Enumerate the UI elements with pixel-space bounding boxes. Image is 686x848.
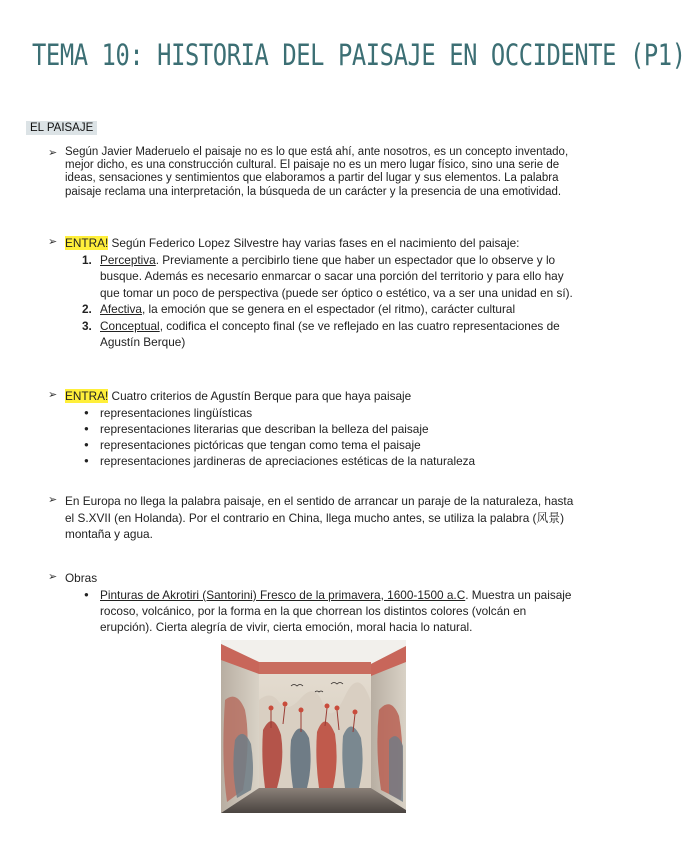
paragraph-maderuelo — [48, 146, 578, 199]
paragraph-text: Según Javier Maderuelo el paisaje no es lo que está ahí, ante nosotros, es un concepto inventado, mejor dicho, es una construcción cultural. El paisaje no es un mero lugar físico, sino una serie de ideas, sensaciones y sentimientos que elaboramos a partir del lugar y sus elementos. La palabra paisaje reclama una interpretación, la búsqueda de un carácter y la presencia de una emotividad. — [65, 146, 569, 198]
paragraph-text: En Europa no llega la palabra paisaje, en el sentido de arrancar un paraje de la naturaleza, hasta el S.XVII (en Holanda). Por el contrario en China, llega mucho antes, se utiliza la palabra (风景) montaña y agua. — [65, 494, 574, 541]
list-item: ● representaciones jardineras de apreciaciones estéticas de la naturaleza — [48, 453, 578, 469]
list-item: ● representaciones lingüísticas — [48, 405, 578, 421]
page-title: TEMA 10: HISTORIA DEL PAISAJE EN OCCIDENTE (P1) — [32, 38, 686, 72]
arrow-bullet-icon: ➢ — [48, 147, 58, 159]
list-item: 3. Conceptual, codifica el concepto final (se ve reflejado en las cuatro representaciones de Agustín Berque) — [82, 318, 560, 349]
list-item: ● representaciones pictóricas que tengan como tema el paisaje — [48, 437, 578, 453]
arrow-bullet-icon: ➢ — [48, 494, 58, 506]
arrow-bullet-icon: ➢ — [48, 236, 58, 248]
paragraph-intro: Según Federico Lopez Silvestre hay varias fases en el nacimiento del paisaje: — [108, 236, 520, 250]
term-afectiva: Afectiva — [100, 302, 142, 316]
list-item: 1. Perceptiva. Previamente a percibirlo tiene que haber un espectador que lo observe y lo busque. Además es necesario enmarcar o sacar una porción del territorio y para ello hay que tomar un poco de perspectiva (puede ser óptico o estético, va a ser una unidad en sí). — [82, 252, 573, 300]
arrow-bullet-icon: ➢ — [48, 571, 58, 583]
paragraph-fases — [48, 235, 578, 351]
term-conceptual: Conceptual — [100, 318, 160, 333]
highlight-entra: ENTRA! — [65, 389, 109, 403]
artwork-link[interactable]: Pinturas de Akrotiri (Santorini) Fresco de la primavera, 1600-1500 a.C — [100, 587, 466, 602]
term-perceptiva: Perceptiva — [100, 252, 156, 267]
obras-label: Obras — [65, 571, 98, 585]
list-item: 2. Afectiva, la emoción que se genera en el espectador (el ritmo), carácter cultural — [82, 302, 516, 316]
list-item: ● Pinturas de Akrotiri (Santorini) Fresco de la primavera, 1600-1500 a.C. Muestra un paisaje rocoso, volcánico, por la forma en la que chorrean los distintos colores (volcán en erupción). Cierta alegría de vivir, cierta emoción, moral hacia lo natural. — [48, 587, 578, 636]
akrotiri-fresco-image — [221, 640, 406, 813]
obras-list — [48, 587, 578, 636]
highlight-entra: ENTRA! — [65, 236, 109, 250]
paragraph-obras — [48, 570, 578, 635]
list-item: ● representaciones literarias que describan la belleza del paisaje — [48, 421, 578, 437]
phase-list — [48, 252, 578, 351]
paragraph-berque — [48, 388, 578, 469]
arrow-bullet-icon: ➢ — [48, 389, 58, 401]
paragraph-europa — [48, 493, 578, 543]
paragraph-intro: Cuatro criterios de Agustín Berque para que haya paisaje — [108, 389, 412, 403]
section-label: EL PAISAJE — [26, 121, 97, 135]
criteria-list — [48, 405, 578, 470]
